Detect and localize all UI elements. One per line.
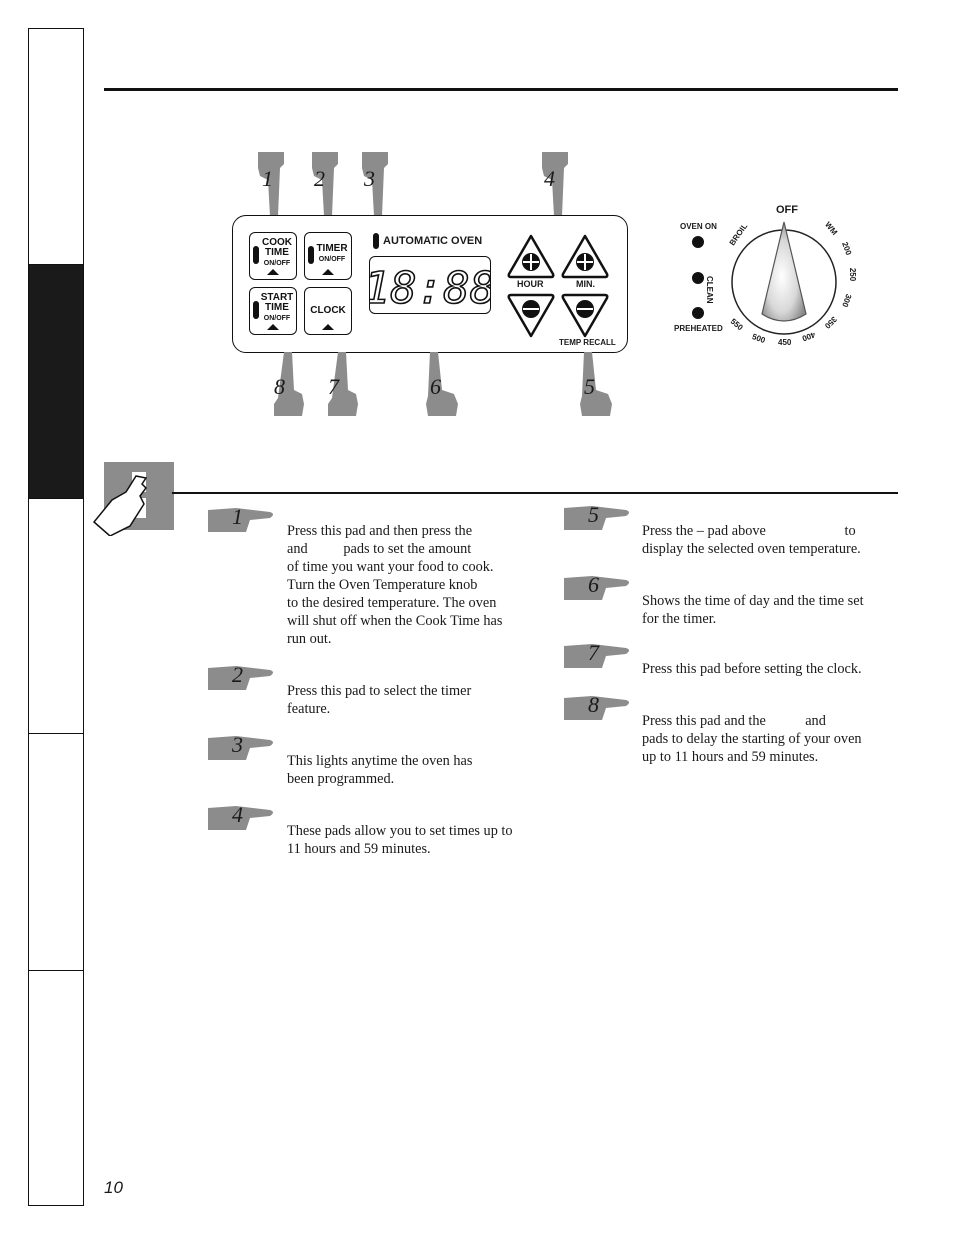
text-line: been programmed.: [287, 771, 395, 787]
seven-segment-display: [370, 257, 490, 313]
pad-label: TIME: [265, 302, 289, 313]
off-label: OFF: [776, 204, 798, 216]
temp-label: 200: [840, 240, 854, 257]
pad-sublabel: ON/OFF: [263, 260, 291, 267]
pad-label: CLOCK: [310, 305, 346, 316]
triangle-up-icon: [267, 269, 279, 275]
text-line: 11 hours and 59 minutes.: [287, 841, 431, 857]
temp-label: 450: [778, 338, 792, 347]
description-number: 7: [588, 640, 599, 665]
text-line: up to 11 hours and 59 minutes.: [642, 749, 819, 765]
callout-number: 5: [584, 374, 595, 399]
text-line: Shows the time of day and the time set: [642, 593, 864, 609]
description-text: [642, 592, 898, 628]
callout-number: 7: [328, 374, 339, 399]
clean-light: [692, 272, 704, 284]
side-tab-5[interactable]: [29, 971, 83, 1205]
description-number: 1: [232, 504, 243, 529]
description-text: [287, 682, 543, 718]
min-label: MIN.: [576, 279, 595, 289]
text-line: feature.: [287, 701, 331, 717]
preheated-light: [692, 307, 704, 319]
section-rule: [172, 492, 898, 494]
cook-time-pad[interactable]: [249, 232, 297, 280]
description-number: 3: [232, 732, 243, 757]
pad-sublabel: ON/OFF: [263, 315, 291, 322]
triangle-up-icon: [322, 269, 334, 275]
oven-on-label: OVEN ON: [680, 222, 717, 231]
min-up-button[interactable]: [559, 232, 611, 280]
text-line: These pads allow you to set times up to: [287, 823, 513, 839]
text-line: run out.: [287, 631, 332, 647]
oven-control-panel: [232, 215, 628, 353]
text-line: This lights anytime the oven has: [287, 753, 473, 769]
text-line: Turn the Oven Temperature knob: [287, 577, 478, 593]
text-line: will shut off when the Cook Time has: [287, 613, 503, 629]
text-line: Press this pad and the and: [642, 713, 826, 729]
timer-pad[interactable]: [304, 232, 352, 280]
side-tab-1[interactable]: [29, 29, 83, 265]
description-text: [287, 522, 543, 648]
preheated-label: PREHEATED: [674, 324, 723, 333]
display-digits: 18:88: [370, 263, 490, 313]
clock-pad[interactable]: [304, 287, 352, 335]
start-time-pad[interactable]: [249, 287, 297, 335]
automatic-oven-light: [373, 233, 379, 249]
side-tab-4[interactable]: [29, 734, 83, 971]
text-line: to the desired temperature. The oven: [287, 595, 497, 611]
description-number: 2: [232, 662, 243, 687]
description-text: [642, 660, 898, 678]
pad-label: TIMER: [316, 243, 348, 254]
callout-number: 4: [544, 166, 555, 191]
text-line: for the timer.: [642, 611, 717, 627]
temp-recall-label: TEMP RECALL: [559, 338, 616, 347]
page-number: 10: [104, 1178, 123, 1197]
description-number: 8: [588, 692, 599, 717]
text-line: Press this pad and then press the: [287, 523, 473, 539]
side-tab-3[interactable]: [29, 499, 83, 734]
temp-label: 250: [848, 267, 858, 282]
side-tab-2-active[interactable]: [29, 265, 83, 499]
pad-label: START: [260, 292, 294, 303]
callout-number: 2: [314, 166, 325, 191]
hour-up-button[interactable]: [505, 232, 557, 280]
description-text: [642, 712, 898, 766]
temp-label: 300: [840, 292, 854, 309]
text-line: and pads to set the amount: [287, 541, 472, 557]
text-line: Press this pad before setting the clock.: [642, 661, 862, 677]
temp-label: 500: [750, 331, 767, 346]
callout-number: 3: [364, 166, 375, 191]
oven-temperature-knob-area: [662, 196, 872, 356]
text-line: Press this pad to select the timer: [287, 683, 472, 699]
clean-label: CLEAN: [705, 276, 714, 304]
description-text: [642, 522, 898, 558]
hour-label: HOUR: [517, 279, 544, 289]
pad-label: COOK: [262, 237, 292, 248]
callout-number: 6: [430, 374, 441, 399]
broil-label: BROIL: [727, 221, 750, 248]
temp-label: 350: [822, 314, 839, 331]
callout-number: 8: [274, 374, 285, 399]
description-text: [287, 822, 543, 858]
description-text: [287, 752, 543, 788]
temp-label: 550: [728, 316, 745, 333]
wm-label: WM: [823, 220, 840, 237]
pad-sublabel: ON/OFF: [318, 256, 346, 263]
clock-display: [369, 256, 491, 314]
top-rule: [104, 88, 898, 91]
hand-pointer-icon: [254, 150, 294, 220]
automatic-oven-label: AUTOMATIC OVEN: [383, 235, 483, 247]
temp-label: 400: [800, 329, 817, 344]
oven-on-light: [692, 236, 704, 248]
callout-number: 1: [262, 166, 273, 191]
triangle-up-icon: [322, 324, 334, 330]
hour-down-button[interactable]: [505, 292, 557, 340]
description-number: 6: [588, 572, 599, 597]
description-number: 4: [232, 802, 243, 827]
pad-label: TIME: [265, 247, 289, 258]
text-line: display the selected oven temperature.: [642, 541, 861, 557]
text-line: Press the – pad above to: [642, 523, 856, 539]
side-tab-strip: [28, 28, 84, 1206]
text-line: pads to delay the starting of your oven: [642, 731, 862, 747]
description-number: 5: [588, 502, 599, 527]
min-down-button[interactable]: [559, 292, 611, 340]
triangle-up-icon: [267, 324, 279, 330]
touch-pad-section-icon: [90, 462, 174, 536]
text-line: of time you want your food to cook.: [287, 559, 494, 575]
